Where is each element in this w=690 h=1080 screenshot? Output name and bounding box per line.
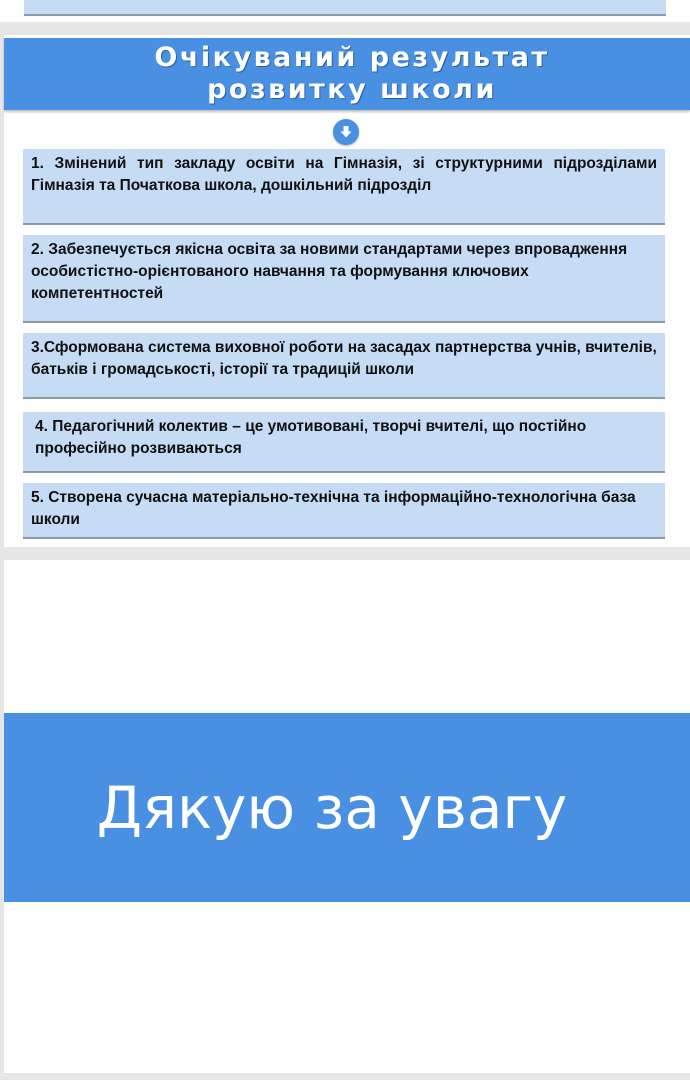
title-line-2: розвитку школи	[207, 74, 497, 105]
slide-title	[144, 42, 549, 106]
thanks-band	[4, 713, 690, 902]
result-item-3: 3.Сформована система виховної роботи на засадах партнерства учнів, вчителів, батьків і громадськості, історії та традицій школи	[23, 333, 665, 399]
result-item-1: 1. Змінений тип закладу освіти на Гімназія, зі структурними підрозділами Гімназія та Початкова школа, дошкільний підрозділ	[23, 149, 665, 225]
slide-thanks	[4, 560, 690, 1073]
slide-expected-result	[4, 35, 690, 547]
arrow-down-icon	[333, 119, 359, 145]
thanks-text: Дякую за увагу	[96, 773, 568, 842]
title-band	[4, 38, 690, 110]
result-item-4: 4. Педагогічний колектив – це умотивовані, творчі вчителі, що постійно професійно розвиваються	[23, 412, 665, 473]
result-item-2: 2. Забезпечується якісна освіта за новими стандартами через впровадження особистістно-орієнтованого навчання та формування ключових компетентностей	[23, 235, 665, 323]
previous-slide-fragment	[0, 0, 690, 22]
title-line-1: Очікуваний результат	[154, 42, 550, 73]
previous-slide-box	[24, 0, 666, 16]
result-item-5: 5. Створена сучасна матеріально-технічна та інформаційно-технологічна база школи	[23, 483, 665, 539]
